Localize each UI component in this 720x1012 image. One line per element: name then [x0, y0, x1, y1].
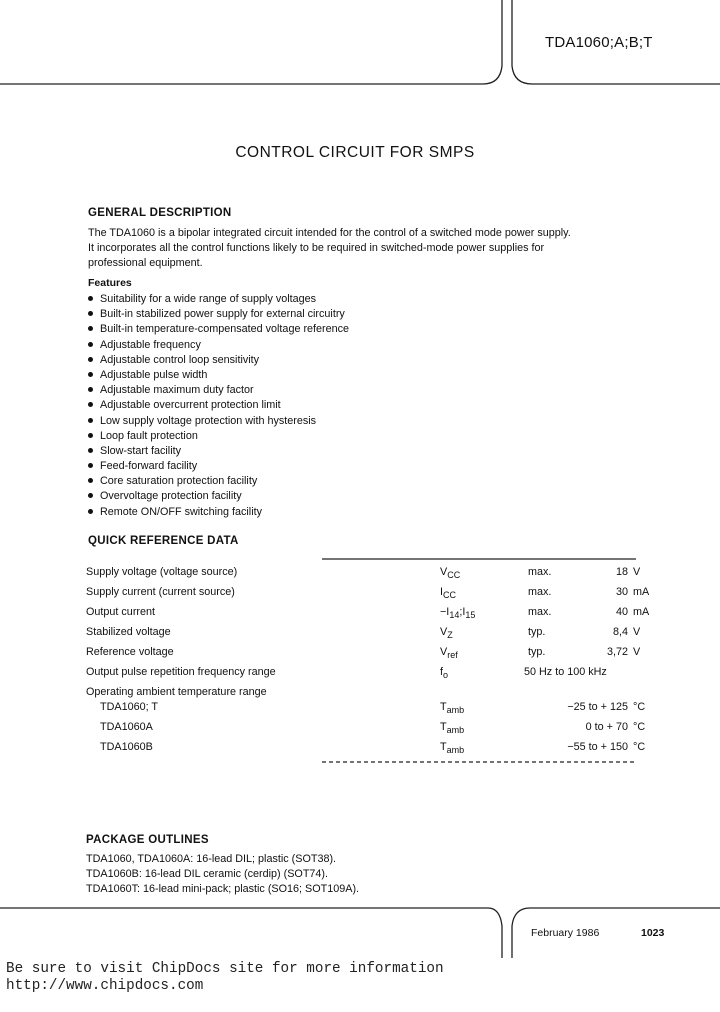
parameter-cell: Supply voltage (voltage source)	[86, 566, 238, 578]
unit-cell: °C	[633, 741, 646, 753]
parameter-cell: Output current	[86, 606, 156, 618]
general-description-heading: GENERAL DESCRIPTION	[88, 207, 232, 219]
symbol-cell: $f_o$	[440, 666, 449, 681]
feature-label: Core saturation protection facility	[100, 475, 258, 488]
paragraph-line: professional equipment.	[88, 257, 203, 269]
table-row	[0, 626, 720, 642]
limit-cell: typ.	[528, 626, 546, 638]
feature-label: Built-in stabilized power supply for external circuitry	[100, 308, 345, 321]
table-row	[0, 606, 720, 622]
bullet-icon	[88, 326, 93, 331]
package-outlines-heading: PACKAGE OUTLINES	[86, 834, 209, 846]
table-row	[0, 701, 720, 717]
paragraph-line: It incorporates all the control functions likely to be required in switched-mode power supplies for	[88, 242, 545, 254]
features-list	[88, 292, 349, 520]
feature-item	[88, 338, 349, 353]
value-cell: 40	[615, 606, 628, 618]
part-number: TDA1060;A;B;T	[545, 34, 653, 51]
symbol-cell: $T_{amb}$	[440, 701, 465, 716]
feature-label: Adjustable pulse width	[100, 368, 208, 381]
bullet-icon	[88, 296, 93, 301]
feature-item	[88, 322, 349, 337]
parameter-cell: Operating ambient temperature range	[86, 686, 267, 698]
feature-item	[88, 429, 349, 444]
feature-label: Loop fault protection	[100, 429, 198, 442]
features-heading: Features	[88, 277, 132, 289]
table-row	[0, 566, 720, 582]
table-row	[0, 666, 720, 682]
bullet-icon	[88, 311, 93, 316]
package-outlines-list	[86, 852, 359, 898]
feature-item	[88, 444, 349, 459]
parameter-cell: Reference voltage	[86, 646, 174, 658]
feature-label: Overvoltage protection facility	[100, 490, 242, 503]
page-number: 1023	[641, 927, 665, 939]
range-cell: 50 Hz to 100 kHz	[524, 666, 607, 678]
feature-label: Slow-start facility	[100, 444, 181, 457]
feature-label: Low supply voltage protection with hysteresis	[100, 414, 317, 427]
limit-cell: max.	[528, 566, 552, 578]
feature-label: Suitability for a wide range of supply voltages	[100, 293, 317, 305]
symbol-cell: $V_{ref}$	[440, 646, 458, 661]
parameter-cell: Stabilized voltage	[86, 626, 171, 638]
feature-item	[88, 292, 349, 307]
parameter-cell: Supply current (current source)	[86, 586, 235, 598]
range-cell: 0 to + 70	[585, 721, 628, 733]
symbol-cell: $T_{amb}$	[440, 741, 465, 756]
feature-item	[88, 414, 349, 429]
range-cell: −25 to + 125	[567, 701, 628, 713]
value-cell: 18	[615, 566, 628, 578]
feature-label: Feed-forward facility	[100, 460, 198, 473]
value-cell: 3,72	[606, 646, 628, 658]
paragraph-line: The TDA1060 is a bipolar integrated circuit intended for the control of a switched mode power supply.	[88, 227, 571, 239]
bullet-icon	[88, 463, 93, 468]
feature-item	[88, 505, 349, 520]
site-link[interactable]: http://www.chipdocs.com	[6, 978, 204, 994]
bullet-icon	[88, 509, 93, 514]
limit-cell: max.	[528, 586, 552, 598]
bullet-icon	[88, 418, 93, 423]
unit-cell: V	[633, 626, 641, 638]
symbol-cell: $T_{amb}$	[440, 721, 465, 736]
feature-item	[88, 459, 349, 474]
feature-label: Remote ON/OFF switching facility	[100, 505, 262, 518]
package-line: TDA1060, TDA1060A: 16-lead DIL; plastic (SOT38).	[86, 853, 337, 865]
package-line: TDA1060B: 16-lead DIL ceramic (cerdip) (SOT74).	[86, 868, 329, 881]
package-line: TDA1060T: 16-lead mini-pack; plastic (SO16; SOT109A).	[86, 883, 360, 896]
value-cell: 8,4	[612, 626, 628, 638]
bullet-icon	[88, 387, 93, 392]
table-row	[0, 646, 720, 662]
limit-cell: max.	[528, 606, 552, 618]
feature-item	[88, 383, 349, 398]
document-title: CONTROL CIRCUIT FOR SMPS	[235, 144, 475, 161]
bullet-icon	[88, 433, 93, 438]
feature-item	[88, 398, 349, 413]
general-description-paragraph	[88, 226, 648, 271]
limit-cell: typ.	[528, 646, 546, 658]
symbol-cell: $V_Z$	[440, 626, 453, 641]
feature-label: Adjustable overcurrent protection limit	[100, 399, 281, 412]
feature-item	[88, 489, 349, 504]
feature-label: Built-in temperature-compensated voltage reference	[100, 323, 350, 336]
feature-label: Adjustable maximum duty factor	[100, 384, 254, 397]
bullet-icon	[88, 478, 93, 483]
feature-label: Adjustable frequency	[100, 338, 201, 351]
table-row	[0, 741, 720, 757]
unit-cell: V	[633, 566, 641, 578]
bullet-icon	[88, 493, 93, 498]
bullet-icon	[88, 342, 93, 347]
table-row	[0, 721, 720, 737]
feature-label: Adjustable control loop sensitivity	[100, 353, 260, 366]
site-notice-text: Be sure to visit ChipDocs site for more information	[6, 961, 444, 977]
feature-item	[88, 353, 349, 368]
device-cell: TDA1060A	[100, 721, 153, 733]
symbol-cell: $I_{CC}$	[440, 586, 456, 601]
table-row	[0, 586, 720, 602]
unit-cell: mA	[633, 606, 650, 618]
feature-item	[88, 474, 349, 489]
symbol-cell: $-I_{14};I_{15}$	[440, 606, 476, 621]
feature-item	[88, 368, 349, 383]
value-cell: 30	[615, 586, 628, 598]
device-cell: TDA1060B	[100, 741, 153, 753]
unit-cell: V	[633, 646, 641, 658]
bullet-icon	[88, 448, 93, 453]
publication-date: February 1986	[531, 927, 600, 939]
parameter-cell: Output pulse repetition frequency range	[86, 666, 276, 678]
unit-cell: mA	[633, 586, 650, 598]
range-cell: −55 to + 150	[567, 741, 628, 753]
quick-reference-heading: QUICK REFERENCE DATA	[88, 535, 239, 547]
site-notice	[6, 961, 444, 995]
unit-cell: °C	[633, 721, 646, 733]
bullet-icon	[88, 372, 93, 377]
table-row	[0, 686, 720, 702]
device-cell: TDA1060; T	[100, 701, 159, 713]
unit-cell: °C	[633, 701, 646, 713]
symbol-cell: $V_{CC}$	[440, 566, 461, 581]
bullet-icon	[88, 357, 93, 362]
feature-item	[88, 307, 349, 322]
bullet-icon	[88, 402, 93, 407]
